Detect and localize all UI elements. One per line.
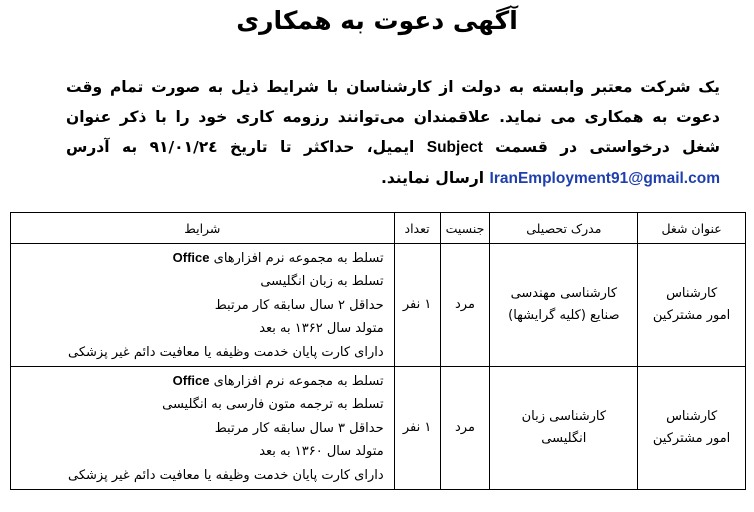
- degree-line: انگلیسی: [541, 431, 587, 446]
- condition-line: متولد سال ۱۳۶۲ به بعد: [259, 321, 384, 337]
- job-title-line: امور مشترکین: [652, 431, 731, 446]
- condition-line: تسلط به ترجمه متون فارسی به انگلیسی: [162, 397, 384, 413]
- condition-office-word: Office: [172, 249, 210, 265]
- intro-text-part3: ارسال نمایند.: [380, 169, 485, 187]
- job-title-line: کارشناس: [666, 409, 718, 424]
- condition-line: دارای کارت پایان خدمت وظیفه یا معافیت دائم غیر پزشکی: [68, 344, 384, 360]
- condition-office-word: Office: [172, 372, 210, 388]
- header-conditions: شرایط: [11, 213, 395, 244]
- count-cell: ۱ نفر: [394, 244, 440, 367]
- conditions-cell: [11, 367, 395, 490]
- job-title-cell: [638, 367, 746, 490]
- jobs-table: [10, 212, 746, 490]
- condition-line: حداقل ۲ سال سابقه کار مرتبط: [214, 297, 384, 313]
- condition-line: [15, 246, 384, 271]
- job-title-line: امور مشترکین: [652, 308, 731, 323]
- intro-text-part2: ایمیل، حداکثر تا تاریخ ۹۱/۰۱/۲٤ به آدرس: [66, 138, 415, 156]
- table-header-row: [11, 213, 746, 244]
- condition-line: دارای کارت پایان خدمت وظیفه یا معافیت دائم غیر پزشکی: [68, 467, 384, 483]
- condition-line: [15, 369, 384, 394]
- condition-line: حداقل ۳ سال سابقه کار مرتبط: [214, 420, 384, 436]
- job-title-cell: [638, 244, 746, 367]
- degree-line: صنایع (کلیه گرایشها): [508, 308, 620, 323]
- count-cell: ۱ نفر: [394, 367, 440, 490]
- header-job-title: عنوان شغل: [638, 213, 746, 244]
- intro-text-part1: یک شرکت معتبر وابسته به دولت از کارشناسان با شرایط ذیل به صورت تمام وقت دعوت به همکاری می نماید. علاقمندان می‌توانند رزومه کاری خود را با ذکر عنوان شغل درخواستی در قسمت: [66, 78, 721, 156]
- degree-line: کارشناسی زبان: [521, 409, 607, 424]
- degree-cell: [490, 367, 638, 490]
- header-degree: مدرک تحصیلی: [490, 213, 638, 244]
- table-row: [11, 367, 746, 490]
- degree-line: کارشناسی مهندسی: [510, 286, 618, 301]
- condition-office-prefix: تسلط به مجموعه نرم افزارهای: [213, 373, 384, 389]
- condition-line: تسلط به زبان انگلیسی: [260, 274, 384, 290]
- job-title-line: کارشناس: [666, 286, 718, 301]
- conditions-cell: [11, 244, 395, 367]
- condition-line: متولد سال ۱۳۶۰ به بعد: [259, 444, 384, 460]
- gender-cell: مرد: [440, 244, 490, 367]
- condition-office-prefix: تسلط به مجموعه نرم افزارهای: [213, 250, 384, 266]
- contact-email-link[interactable]: IranEmployment91@gmail.com: [489, 170, 720, 187]
- intro-paragraph: [66, 72, 720, 194]
- header-count: تعداد: [394, 213, 440, 244]
- header-gender: جنسیت: [440, 213, 490, 244]
- table-row: [11, 244, 746, 367]
- gender-cell: مرد: [440, 367, 490, 490]
- subject-word: Subject: [426, 139, 483, 156]
- degree-cell: [490, 244, 638, 367]
- page-title: آگهی دعوت به همکاری: [236, 6, 518, 35]
